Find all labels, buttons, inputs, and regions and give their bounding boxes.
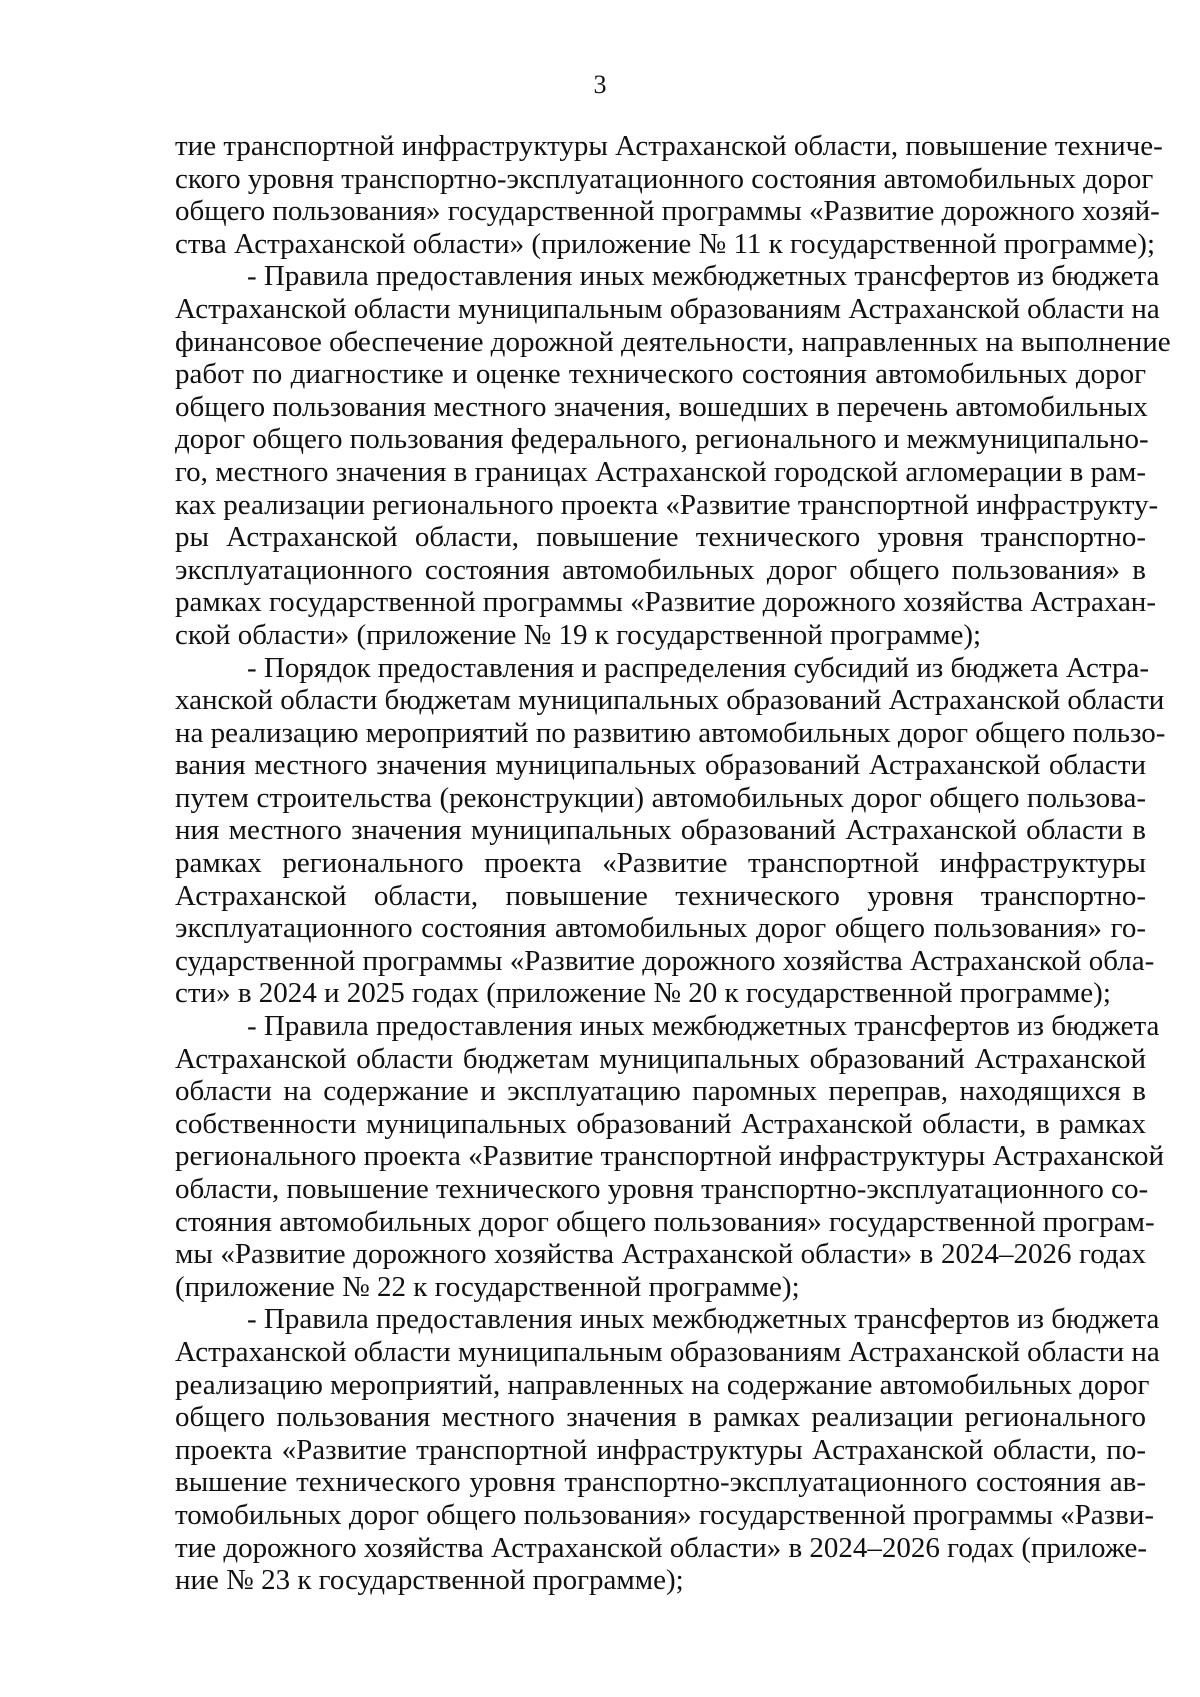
text-line: рамках государственной программы «Развитие дорожного хозяйства Астрахан- — [175, 586, 1156, 619]
text-line: сударственной программы «Развитие дорожного хозяйства Астраханской обла- — [175, 944, 1155, 977]
text-line: общего пользования местного значения в рамках реализации регионального — [175, 1401, 1146, 1434]
text-line: - Правила предоставления иных межбюджетных трансфертов из бюджета — [247, 1303, 1160, 1336]
text-line: ской области» (приложение № 19 к государственной программе); — [175, 618, 982, 651]
text-line: ры Астраханской области, повышение технического уровня транспортно- — [175, 521, 1146, 554]
text-line: ства Астраханской области» (приложение № 11 к государственной программе); — [175, 227, 1155, 260]
text-line: общего пользования» государственной программы «Развитие дорожного хозяй- — [175, 195, 1160, 228]
text-line: вания местного значения муниципальных образований Астраханской области — [175, 749, 1146, 782]
text-line: работ по диагностике и оценке технического состояния автомобильных дорог — [175, 358, 1146, 391]
text-line: путем строительства (реконструкции) автомобильных дорог общего пользова- — [175, 781, 1146, 814]
text-line: ского уровня транспортно-эксплуатационного состояния автомобильных дорог — [175, 162, 1154, 195]
text-line: ния местного значения муниципальных образований Астраханской области в — [175, 814, 1146, 847]
text-line: томобильных дорог общего пользования» государственной программы «Разви- — [175, 1498, 1155, 1531]
paragraph-rules-diagnostics — [175, 260, 1171, 651]
text-line: вышение технического уровня транспортно-эксплуатационного состояния ав- — [175, 1466, 1146, 1499]
text-line: на реализацию мероприятий по развитию автомобильных дорог общего пользо- — [175, 716, 1166, 749]
text-line: сти» в 2024 и 2025 годах (приложение № 20 к государственной программе); — [175, 977, 1111, 1010]
paragraph-subsidy-order — [175, 651, 1166, 1011]
text-line: области, повышение технического уровня транспортно-эксплуатационного со- — [175, 1173, 1149, 1205]
text-line: эксплуатационного состояния автомобильных дорог общего пользования» в — [175, 553, 1146, 586]
text-line: реализацию мероприятий, направленных на содержание автомобильных дорог — [175, 1368, 1150, 1401]
text-line: финансовое обеспечение дорожной деятельности, направленных на выполнение — [175, 325, 1171, 358]
text-line: общего пользования местного значения, вошедших в перечень автомобильных — [175, 390, 1148, 423]
text-line: ние № 23 к государственной программе); — [175, 1564, 684, 1597]
paragraph-rules-road-maintenance — [175, 1303, 1160, 1597]
document-body — [175, 130, 1171, 1597]
text-line: - Правила предоставления иных межбюджетных трансфертов из бюджета — [247, 260, 1160, 293]
text-line: ках реализации регионального проекта «Развитие транспортной инфраструкту- — [175, 488, 1159, 521]
text-line: собственности муниципальных образований Астраханской области, в рамках — [175, 1107, 1146, 1140]
text-line: Астраханской области бюджетам муниципальных образований Астраханской — [175, 1042, 1146, 1075]
text-line: мы «Развитие дорожного хозяйства Астраханской области» в 2024–2026 годах — [175, 1238, 1146, 1271]
text-line: рамках регионального проекта «Развитие транспортной инфраструктуры — [175, 847, 1146, 880]
text-line: области на содержание и эксплуатацию паромных переправ, находящихся в — [175, 1075, 1146, 1108]
text-line: эксплуатационного состояния автомобильных дорог общего пользования» го- — [175, 912, 1146, 945]
text-line: - Правила предоставления иных межбюджетных трансфертов из бюджета — [247, 1010, 1160, 1043]
text-line: проекта «Развитие транспортной инфраструктуры Астраханской области, по- — [175, 1433, 1146, 1466]
text-line: (приложение № 22 к государственной программе); — [175, 1270, 800, 1303]
page-number: 3 — [593, 70, 607, 99]
text-line: ханской области бюджетам муниципальных образований Астраханской области — [175, 684, 1165, 717]
text-line: дорог общего пользования федерального, регионального и межмуниципально- — [175, 423, 1149, 456]
text-line: Астраханской области муниципальным образованиям Астраханской области на — [175, 292, 1160, 325]
text-line: стояния автомобильных дорог общего пользования» государственной програм- — [175, 1205, 1155, 1238]
text-line: регионального проекта «Развитие транспортной инфраструктуры Астраханской — [175, 1140, 1165, 1173]
text-line: - Порядок предоставления и распределения субсидий из бюджета Астра- — [247, 651, 1149, 684]
text-line: тие транспортной инфраструктуры Астраханской области, повышение техниче- — [175, 130, 1163, 162]
paragraph-rules-ferries — [175, 1010, 1165, 1303]
text-line: Астраханской области, повышение технического уровня транспортно- — [175, 879, 1146, 912]
text-line: Астраханской области муниципальным образованиям Астраханской области на — [175, 1335, 1160, 1368]
text-line: го, местного значения в границах Астраханской городской агломерации в рам- — [175, 455, 1146, 488]
text-line: тие дорожного хозяйства Астраханской области» в 2024–2026 годах (приложе- — [175, 1531, 1147, 1564]
paragraph-continuation — [175, 130, 1163, 260]
